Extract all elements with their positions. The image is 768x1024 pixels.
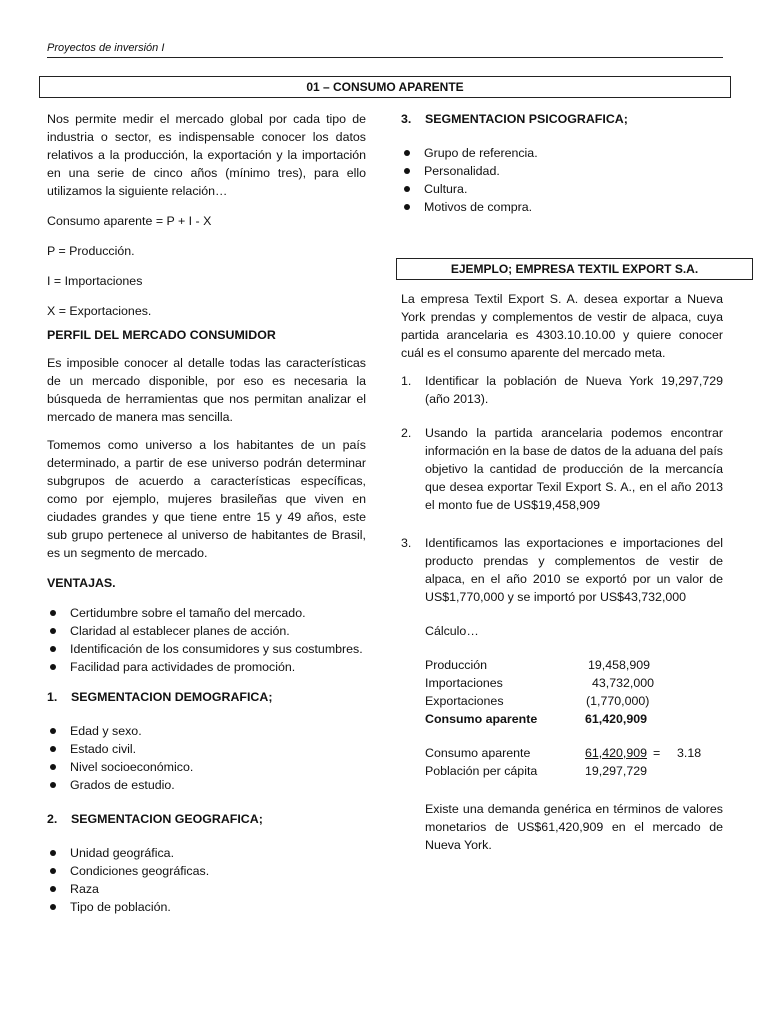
list-item: Raza (47, 880, 366, 898)
list-number: 3. (401, 536, 412, 550)
list-item: Personalidad. (401, 162, 723, 180)
calc-row-consumo (425, 710, 723, 728)
list-item: Claridad al establecer planes de acción. (47, 622, 366, 640)
ratio-value: 19,297,729 (585, 764, 648, 778)
step-text: Identificamos las exportaciones e importaciones del producto prendas y complementos de vestir de alpaca, en el año 2010 se exportó por un valor de US$1,770,000 y se importó por US$43,732,000 (425, 536, 723, 604)
calc-label: Importaciones (425, 676, 503, 690)
step-2 (401, 424, 723, 514)
example-intro: La empresa Textil Export S. A. desea exportar a Nueva York prendas y complementos de vestir de alpaca, cuya partida arancelaria es 4303.10.10.00 y quiere conocer cuál es el consumo aparente del mercado meta. (401, 292, 723, 360)
list-item: Estado civil. (47, 740, 366, 758)
ratio-label: Población per cápita (425, 764, 538, 778)
step-1 (401, 372, 723, 408)
list-item: Certidumbre sobre el tamaño del mercado. (47, 604, 366, 622)
intro-paragraph: Nos permite medir el mercado global por cada tipo de industria o sector, es indispensable conocer los datos relativos a la producción, la exportación y la importación en una serie de cinco años (mínimo tres), para ello utilizamos la siguiente relación… (47, 112, 366, 198)
calc-label: Consumo aparente (425, 712, 538, 726)
definition-p: P = Producción. (47, 244, 135, 258)
list-item: Facilidad para actividades de promoción. (47, 658, 366, 676)
perfil-paragraph-1: Es imposible conocer al detalle todas las características de un mercado disponible, por eso es necesaria la búsqueda de herramientas que nos permitan analizar el mercado de manera mas sencilla. (47, 356, 366, 424)
list-item: Cultura. (401, 180, 723, 198)
ventajas-list (47, 604, 366, 676)
formula: Consumo aparente = P + I - X (47, 214, 212, 228)
calc-label: Exportaciones (425, 694, 504, 708)
ratio-row-denominator (425, 762, 723, 780)
list-item: Nivel socioeconómico. (47, 758, 366, 776)
geographic-list (47, 844, 366, 916)
calc-value: 43,732,000 (592, 676, 655, 690)
list-item: Unidad geográfica. (47, 844, 366, 862)
list-item: Identificación de los consumidores y sus costumbres. (47, 640, 366, 658)
calc-value: 19,458,909 (588, 658, 651, 672)
list-item: Grados de estudio. (47, 776, 366, 794)
step-3 (401, 534, 723, 606)
definition-x: X = Exportaciones. (47, 304, 152, 318)
calc-heading: Cálculo… (425, 624, 479, 638)
ratio-label: Consumo aparente (425, 746, 531, 760)
calc-row-produccion (425, 656, 723, 674)
calc-row-importaciones (425, 674, 723, 692)
segmentation-demographic-heading (47, 688, 366, 706)
ratio-result: 3.18 (677, 746, 702, 760)
perfil-heading: PERFIL DEL MERCADO CONSUMIDOR (47, 328, 276, 342)
left-column (47, 110, 366, 916)
calculation-block (425, 622, 723, 854)
segmentation-psychographic-heading (401, 110, 723, 128)
conclusion: Existe una demanda genérica en términos de valores monetarios de US$61,420,909 en el mercado de Nueva York. (425, 802, 723, 852)
list-number: 2. (401, 426, 412, 440)
list-number: 1. (47, 690, 58, 704)
list-item: Grupo de referencia. (401, 144, 723, 162)
calc-label: Producción (425, 658, 487, 672)
step-text: Usando la partida arancelaria podemos encontrar información en la base de datos de la aduana del país objetivo la cantidad de producción de la mercancía que desea exportar Texil Export S. A., en el año 2013 el monto fue de US$19,458,909 (425, 426, 723, 512)
section-title: 01 – CONSUMO APARENTE (39, 76, 731, 98)
step-text: Identificar la población de Nueva York 19,297,729 (año 2013). (425, 374, 723, 406)
ratio-value: 61,420,909 (585, 746, 648, 760)
ventajas-heading: VENTAJAS. (47, 576, 116, 590)
list-item: Motivos de compra. (401, 198, 723, 216)
calc-value: 61,420,909 (585, 712, 648, 726)
perfil-paragraph-2: Tomemos como universo a los habitantes de un país determinado, a partir de ese universo podrán determinar subgrupos de acuerdo a características específicas, como por ejemplo, mujeres brasileñas que viven en ciudades grandes y que tiene entre 15 y 49 años, este sub grupo pertenece al universo de habitantes de Brasil, es un segmento de mercado. (47, 438, 366, 560)
heading-text: SEGMENTACION GEOGRAFICA; (71, 812, 263, 826)
calc-row-exportaciones (425, 692, 723, 710)
right-column (401, 110, 723, 854)
heading-text: SEGMENTACION PSICOGRAFICA; (425, 112, 628, 126)
segmentation-geographic-heading (47, 810, 366, 828)
list-item: Condiciones geográficas. (47, 862, 366, 880)
list-item: Edad y sexo. (47, 722, 366, 740)
heading-text: SEGMENTACION DEMOGRAFICA; (71, 690, 273, 704)
calc-value: (1,770,000) (586, 694, 650, 708)
list-item: Tipo de población. (47, 898, 366, 916)
psychographic-list (401, 144, 723, 216)
example-title: EJEMPLO; EMPRESA TEXTIL EXPORT S.A. (396, 258, 753, 280)
ratio-equals: = (653, 746, 661, 760)
list-number: 3. (401, 112, 412, 126)
list-number: 1. (401, 374, 412, 388)
running-header: Proyectos de inversión I (47, 42, 723, 58)
ratio-row-numerator (425, 744, 723, 762)
definition-i: I = Importaciones (47, 274, 143, 288)
list-number: 2. (47, 812, 58, 826)
demographic-list (47, 722, 366, 794)
